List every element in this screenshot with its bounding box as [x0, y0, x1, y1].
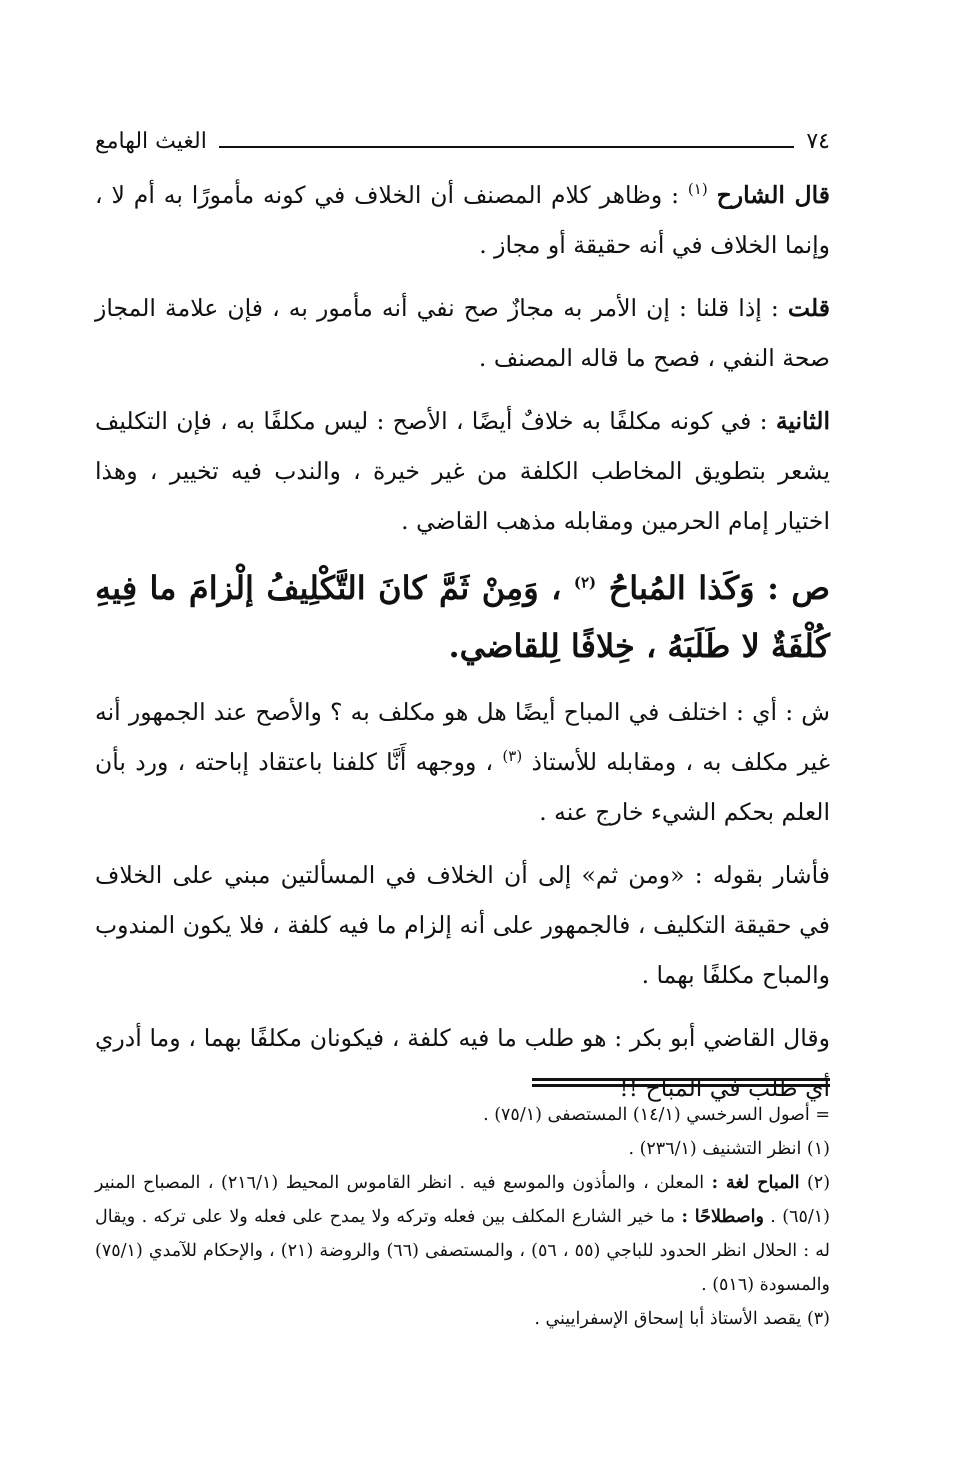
- header-rule: [219, 146, 795, 148]
- paragraph-text: : إذا قلنا : إن الأمر به مجازٌ صح نفي أنه مأمور به ، فإن علامة المجاز صحة النفي ، فصح ما قاله المصنف .: [95, 294, 830, 372]
- footnote-lead: المباح لغة :: [711, 1173, 800, 1193]
- running-title: الغيث الهامع: [95, 129, 207, 154]
- footnote-ref: (٢): [573, 573, 597, 592]
- main-text: [95, 170, 830, 1126]
- paragraph-lead: قال الشارح: [716, 181, 830, 209]
- paragraph-lead: الثانية: [775, 407, 830, 435]
- footnote-text: ما خير الشارع المكلف بين فعله وتركه ولا يمدح على فعله ولا على تركه . ويقال له : الحلال انظر الحدود للباجي (٥٥ ، ٥٦) ، والمستصفى (٦٦) والروضة (٢١) ، والإحكام للآمدي (٧٥/١) والمسودة (٥١٦) .: [95, 1207, 830, 1295]
- paragraph-qadi: وقال القاضي أبو بكر : هو طلب ما فيه كلفة ، فيكونان مكلفًا بهما ، وما أدري أي طلب في المباح !!: [95, 1024, 830, 1102]
- paragraph-text: : في كونه مكلفًا به خلافٌ أيضًا ، الأصح : ليس مكلفًا به ، فإن التكليف يشعر بتطويق المخاطب الكلفة من غير خيرة ، والندب فيه تخيير ، وهذا اختيار إمام الحرمين ومقابله مذهب القاضي .: [95, 407, 830, 535]
- matn-text: ص : وَكَذا المُباحُ: [596, 569, 831, 607]
- page-header: [95, 112, 830, 154]
- paragraph-text: ش : أي : اختلف في المباح أيضًا هل هو مكلف به ؟ والأصح عند الجمهور أنه غير مكلف به ، ومقابله للأستاذ: [95, 698, 830, 776]
- footnote-1: (١) انظر التشنيف (٢٣٦/١) .: [628, 1139, 830, 1159]
- footnote-separator: [532, 1078, 830, 1087]
- footnotes: [95, 1098, 830, 1336]
- paragraph-text: : وظاهر كلام المصنف أن الخلاف في كونه مأمورًا به أم لا ، وإنما الخلاف في أنه حقيقة أو مجاز .: [95, 181, 830, 259]
- footnote-continuation: = أصول السرخسي (١٤/١) المستصفى (٧٥/١) .: [483, 1105, 830, 1125]
- footnote-ref: (١): [687, 180, 708, 199]
- footnote-lead: واصطلاحًا :: [681, 1207, 764, 1227]
- paragraph-text: ، ووجهه أَنَّا كلفنا باعتقاد إباحته ، ورد بأن العلم بحكم الشيء خارج عنه .: [95, 748, 830, 826]
- paragraph-sharih: [95, 170, 830, 270]
- paragraph-sharh: [95, 687, 830, 837]
- footnote-2: [95, 1166, 830, 1302]
- footnote-ref: (٣): [502, 747, 523, 766]
- paragraph-lead: قلت: [787, 294, 830, 322]
- page-number: ٧٤: [806, 129, 830, 154]
- paragraph-ashara: فأشار بقوله : «ومن ثم» إلى أن الخلاف في المسألتين مبني على الخلاف في حقيقة التكليف ، فالجمهور على أنه إلزام ما فيه كلفة ، فلا يكون المندوب والمباح مكلفًا بهما .: [95, 861, 830, 989]
- paragraph-qultu: [95, 283, 830, 383]
- matn-text: ، وَمِنْ ثَمَّ كانَ التَّكْلِيفُ إلْزامَ ما فِيهِ كُلْفَةٌ لا طَلَبَهُ ، خِلافًا لِلقاضي.: [95, 569, 830, 665]
- footnote-text: المعلن ، والمأذون والموسع فيه . انظر القاموس المحيط (٢١٦/١) ، المصباح المنير (٦٥/١) .: [95, 1173, 830, 1227]
- paragraph-thaniya: [95, 396, 830, 546]
- footnote-3: (٣) يقصد الأستاذ أبا إسحاق الإسفراييني .: [534, 1309, 830, 1329]
- matn-paragraph: [95, 559, 830, 675]
- footnote-number: (٢): [799, 1173, 831, 1193]
